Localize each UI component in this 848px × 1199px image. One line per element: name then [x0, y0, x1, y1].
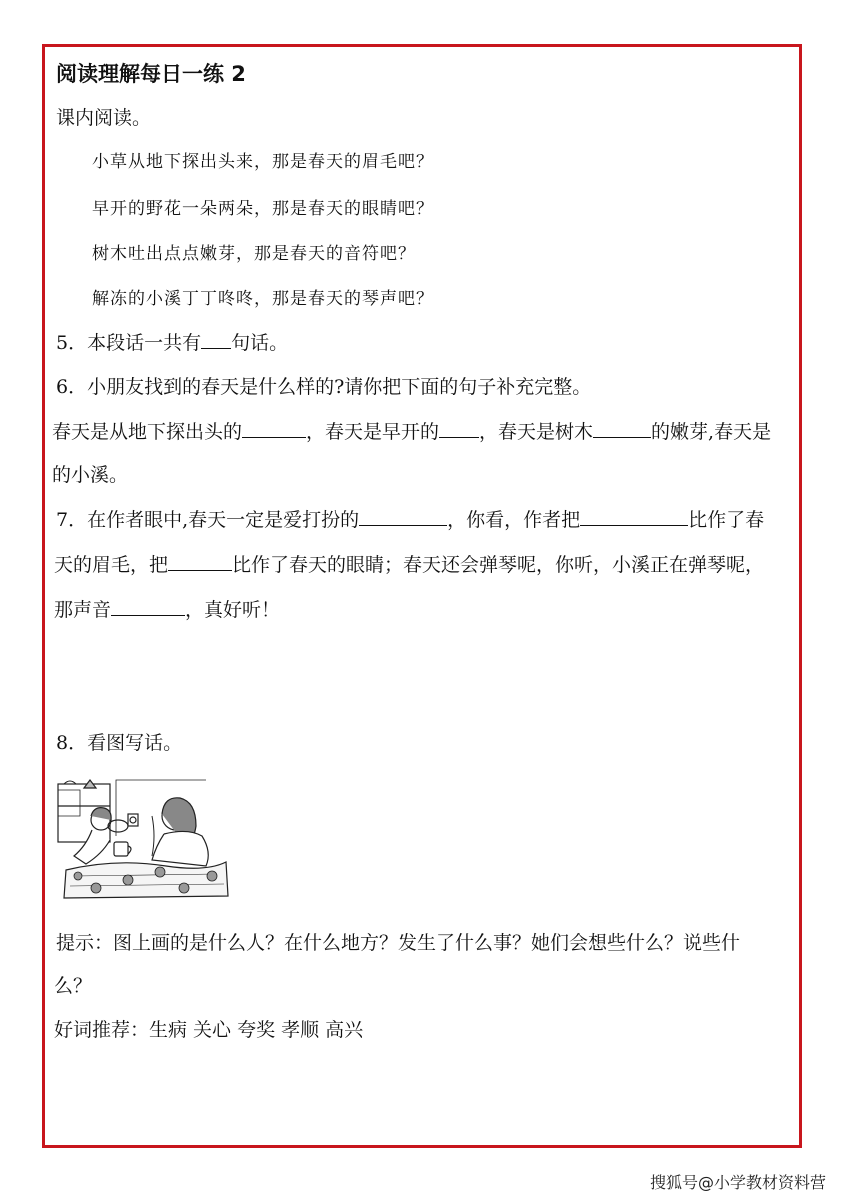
page-title: 阅读理解每日一练 2 [56, 62, 246, 86]
fill-text: ，春天是早开的 [306, 421, 440, 443]
question-7-line-1 [56, 507, 764, 532]
section-intro: 课内阅读。 [56, 107, 152, 129]
fill-text: ，真好听！ [185, 599, 281, 621]
answer-blank[interactable] [359, 507, 447, 526]
question-6-fill-line [52, 419, 771, 444]
fill-text: 那声音 [54, 599, 112, 621]
hint-line-1: 提示：图上画的是什么人？在什么地方？发生了什么事？她们会想些什么？说些什 [56, 932, 741, 954]
cup [114, 842, 128, 856]
fill-text: ，你看，作者把 [447, 509, 581, 531]
answer-blank[interactable] [201, 330, 231, 349]
illustration-mother-daughter [56, 776, 232, 902]
answer-blank[interactable] [593, 419, 651, 438]
watermark-footer: 搜狐号@小学教材资料营 [649, 1173, 826, 1192]
question-5-text-after: 句话。 [231, 332, 289, 354]
answer-blank[interactable] [242, 419, 306, 438]
fill-text: 比作了春 [688, 509, 765, 531]
fill-text: 比作了春天的眼睛；春天还会弹琴呢，你听，小溪正在弹琴呢， [232, 554, 765, 576]
question-7-line-2 [54, 552, 764, 577]
question-5 [56, 330, 288, 355]
question-6-fill-line-2: 的小溪。 [52, 464, 129, 486]
answer-blank[interactable] [168, 552, 232, 571]
poem-line: 解冻的小溪丁丁咚咚，那是春天的琴声吧？ [92, 289, 434, 309]
fill-text: 春天是从地下探出头的 [52, 421, 243, 443]
question-6: 6．小朋友找到的春天是什么样的?请你把下面的句子补充完整。 [56, 376, 592, 398]
fill-text: 的嫩芽,春天是 [651, 421, 772, 443]
question-7-line-3 [54, 597, 280, 622]
fill-text: ，春天是树木 [479, 421, 594, 443]
hint-line-2: 么？ [54, 975, 93, 997]
question-5-text-before: 5．本段话一共有 [56, 332, 202, 354]
recommended-words: 好词推荐：生病 关心 夸奖 孝顺 高兴 [54, 1019, 364, 1041]
poem-line: 树木吐出点点嫩芽，那是春天的音符吧？ [92, 244, 416, 264]
poem-line: 早开的野花一朵两朵，那是春天的眼睛吧？ [92, 199, 434, 219]
fill-text: 7．在作者眼中,春天一定是爱打扮的 [56, 509, 360, 531]
answer-blank[interactable] [111, 597, 185, 616]
fill-text: 天的眉毛，把 [54, 554, 169, 576]
poem-line: 小草从地下探出头来，那是春天的眉毛吧？ [92, 152, 434, 172]
answer-blank[interactable] [439, 419, 479, 438]
question-8: 8．看图写话。 [56, 732, 183, 754]
answer-blank[interactable] [580, 507, 688, 526]
